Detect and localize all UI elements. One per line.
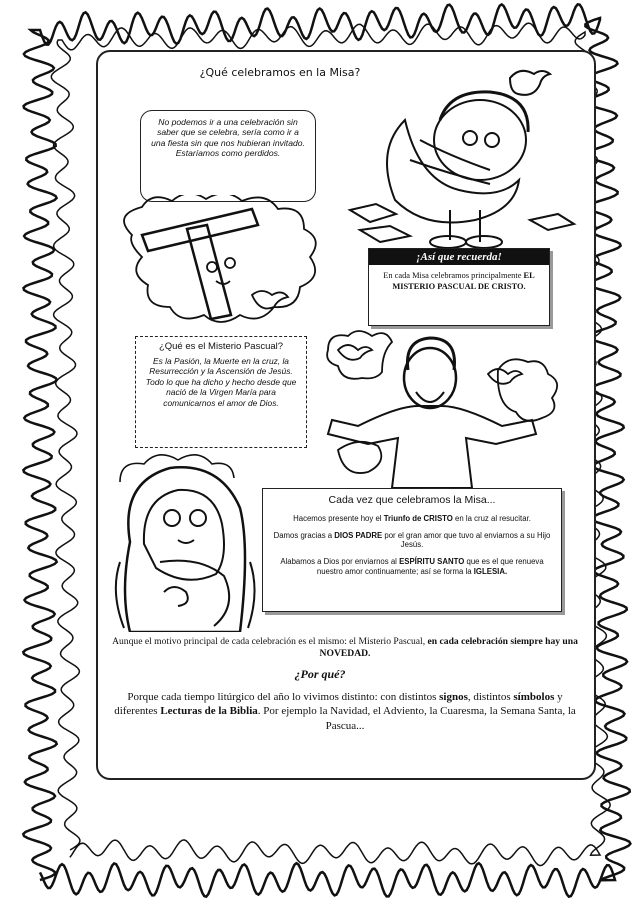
celebrate-point-3 [273,557,551,576]
novelty-line-b: en cada celebración siempre hay una NOVEDAD. [319,636,578,660]
novelty-line [110,636,580,661]
why-f: Lecturas de la Biblia [160,705,258,718]
celebrate-p2-c: por el gran amor que tuvo al enviarnos a su Hijo Jesús. [382,530,551,550]
why-b: signos [439,691,468,703]
why-c: , distintos [467,691,514,703]
celebrate-p1-a: Hacemos presente hoy el [293,514,384,523]
speech-bubble [140,110,316,202]
boy-head [434,100,526,180]
celebrate-point-1 [273,514,551,524]
jesus-illustration [318,330,568,490]
remember-text-bold: EL MISTERIO PASCUAL DE CRISTO. [392,271,535,291]
remember-text [369,265,549,298]
remember-heading: ¡Así que recuerda! [369,249,549,265]
why-text [110,690,580,733]
virgin-mary-illustration [100,452,270,632]
page-title: ¿Qué celebramos en la Misa? [199,66,361,79]
celebrate-p2-a: Damos gracias a [273,530,335,540]
dove-icon [252,291,288,309]
jesus-head [404,348,456,408]
bird-icon [510,71,550,95]
celebrate-p1-c: en la cruz al resucitar. [452,514,531,523]
why-heading: ¿Por qué? [294,667,346,681]
why-d: símbolos [513,691,555,703]
boy-body [387,120,519,223]
sad-boy-illustration [330,60,580,250]
remember-box [368,248,550,326]
remember-text-plain: En cada Misa celebramos principalmente [383,271,524,280]
why-e: y diferentes [114,691,563,718]
cloud-outline [124,195,316,322]
celebrate-heading: Cada vez que celebramos la Misa... [328,494,496,506]
novelty-line-a: Aunque el motivo principal de cada celebración es el mismo: el Misterio Pascual, [112,636,428,647]
paschal-mystery-box [135,336,307,448]
celebrate-p1-b: Triunfo de CRISTO [383,514,453,523]
cross-cloud-illustration [112,195,337,335]
celebrate-box [262,488,562,612]
celebrate-p3-d: IGLESIA. [473,566,508,576]
celebrate-p3-b: ESPÍRITU SANTO [399,557,465,567]
why-a: Porque cada tiempo litúrgico del año lo vivimos distinto: con distintos [127,691,440,703]
dove-icon [338,345,372,360]
cross-icon [142,209,258,251]
celebrate-p3-c: que es el que renueva nuestro amor continuamente; así se forma la [316,557,544,576]
celebrate-p2-b: DIOS PADRE [334,530,383,540]
celebrate-p3-a: Alabamos a Dios por enviarnos al [280,557,400,567]
cloud-outline [327,331,392,379]
paschal-heading: ¿Qué es el Misterio Pascual? [158,341,284,352]
jesus-robe [328,406,536,488]
speech-bubble-text: No podemos ir a una celebración sin saber que se celebra, sería como ir a una fiesta sin que nos hubieran invitado. Estaríamos como perdidos. [151,117,305,159]
why-g: . Por ejemplo la Navidad, el Adviento, la Cuaresma, la Semana Santa, la Pascua... [257,705,576,732]
paschal-text: Es la Pasión, la Muerte en la cruz, la Resurrección y la Ascensión de Jesús. Todo lo que ha dicho y hecho desde que nació de la Virgen María para comunicarnos el amor de Dios. [145,356,297,408]
dove-icon [488,369,522,384]
celebrate-point-2 [273,531,551,550]
